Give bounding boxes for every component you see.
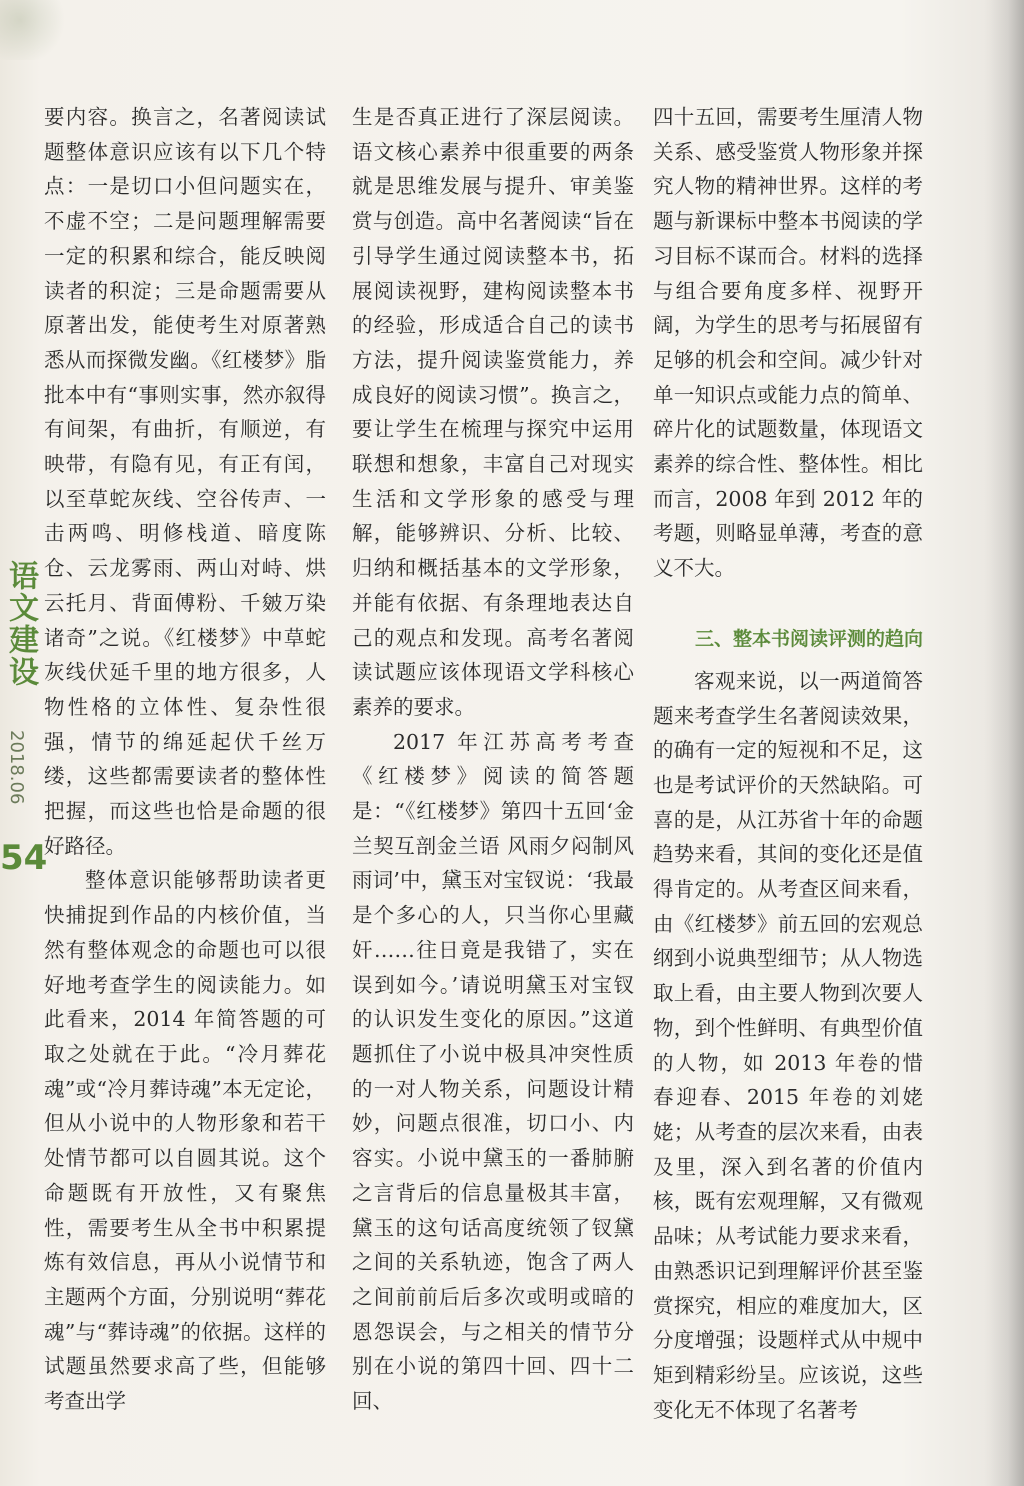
- page-edge-shadow: [984, 0, 1024, 1486]
- paragraph: 四十五回，需要考生厘清人物关系、感受鉴赏人物形象并探究人物的精神世界。这样的考题与新课标中整本书阅读的学习目标不谋而合。材料的选择与组合要角度多样、视野开阔，为学生的思考与拓展留有足够的机会和空间。减少针对单一知识点或能力点的简单、碎片化的试题数量，体现语文素养的综合性、整体性。相比而言，2008 年到 2012 年的考题，则略显单薄，考查的意义不大。: [653, 105, 923, 581]
- section-heading: 三、整本书阅读评测的趋向: [694, 627, 923, 650]
- page-number: 54: [0, 838, 48, 878]
- paragraph: 2017 年江苏高考考查《红楼梦》阅读的简答题是：“《红楼梦》第四十五回‘金兰契互剖金兰语 风雨夕闷制风雨词’中，黛玉对宝钗说：‘我最是个多心的人，只当你心里藏奸……往日竟是我错了，实在误到如今。’请说明黛玉对宝钗的认识发生变化的原因。”这道题抓住了小说中极具冲突性质的一对人物关系，问题设计精妙，问题点很准，切口小、内容实。小说中黛玉的一番肺腑之言背后的信息量极其丰富，黛玉的这句话高度统领了钗黛之间的关系轨迹，饱含了两人之间前前后后多次或明或暗的恩怨误会，与之相关的情节分别在小说的第四十回、四十二回、: [352, 729, 634, 1414]
- bleed-through-header: [60, 40, 360, 80]
- paragraph: 要内容。换言之，名著阅读试题整体意识应该有以下几个特点：一是切口小但问题实在，不虚不空；二是问题理解需要一定的积累和综合，能反映阅读者的积淀；三是命题需要从原著出发，能使考生对原著熟悉从而探微发幽。《红楼梦》脂批本中有“事则实事，然亦叙得有间架，有曲折，有顺逆，有映带，有隐有见，有正有闰，以至草蛇灰线、空谷传声、一击两鸣、明修栈道、暗度陈仓、云龙雾雨、两山对峙、烘云托月、背面傅粉、千皴万染诸奇”之说。《红楼梦》中草蛇灰线伏延千里的地方很多，人物性格的立体性、复杂性很强，情节的绵延起伏千丝万缕，这些都需要读者的整体性把握，而这些也恰是命题的很好路径。: [44, 105, 326, 858]
- magazine-title: 语文建设: [3, 560, 38, 688]
- paragraph: 整体意识能够帮助读者更快捕捉到作品的内核价值，当然有整体观念的命题也可以很好地考查学生的阅读能力。如此看来，2014 年简答题的可取之处就在于此。“冷月葬花魂”或“冷月葬诗魂”本无定论，但从小说中的人物形象和若干处情节都可以自圆其说。这个命题既有开放性，又有聚焦性，需要考生从全书中积累提炼有效信息，再从小说情节和主题两个方面，分别说明“葬花魂”与“葬诗魂”的依据。这样的试题虽然要求高了些，但能够考查出学: [44, 868, 326, 1414]
- text-column-1: [44, 100, 326, 1419]
- paragraph: 生是否真正进行了深层阅读。语文核心素养中很重要的两条就是思维发展与提升、审美鉴赏与创造。高中名著阅读“旨在引导学生通过阅读整本书，拓展阅读视野，建构阅读整本书的经验，形成适合自己的读书方法，提升阅读鉴赏能力，养成良好的阅读习惯”。换言之，要让学生在梳理与探究中运用联想和想象，丰富自己对现实生活和文学形象的感受与理解，能够辨识、分析、比较、归纳和概括基本的文学形象，并能有依据、有条理地表达自己的观点和发现。高考名著阅读试题应该体现语文学科核心素养的要求。: [352, 105, 634, 719]
- paragraph: 客观来说，以一两道简答题来考查学生名著阅读效果，的确有一定的短视和不足，这也是考试评价的天然缺陷。可喜的是，从江苏省十年的命题趋势来看，其间的变化还是值得肯定的。从考查区间来看，由《红楼梦》前五回的宏观总纲到小说典型细节；从人物选取上看，由主要人物到次要人物，到个性鲜明、有典型价值的人物，如 2013 年卷的惜春迎春、2015 年卷的刘姥姥；从考查的层次来看，由表及里，深入到名著的价值内核，既有宏观理解，又有微观品味；从考试能力要求来看，由熟悉识记到理解评价甚至鉴赏探究，相应的难度加大，区分度增强；设题样式从中规中矩到精彩纷呈。应该说，这些变化无不体现了名著考: [653, 668, 923, 1422]
- text-column-3: [653, 100, 923, 1427]
- issue-date: 2018.06: [6, 730, 27, 805]
- text-column-2: [352, 100, 634, 1419]
